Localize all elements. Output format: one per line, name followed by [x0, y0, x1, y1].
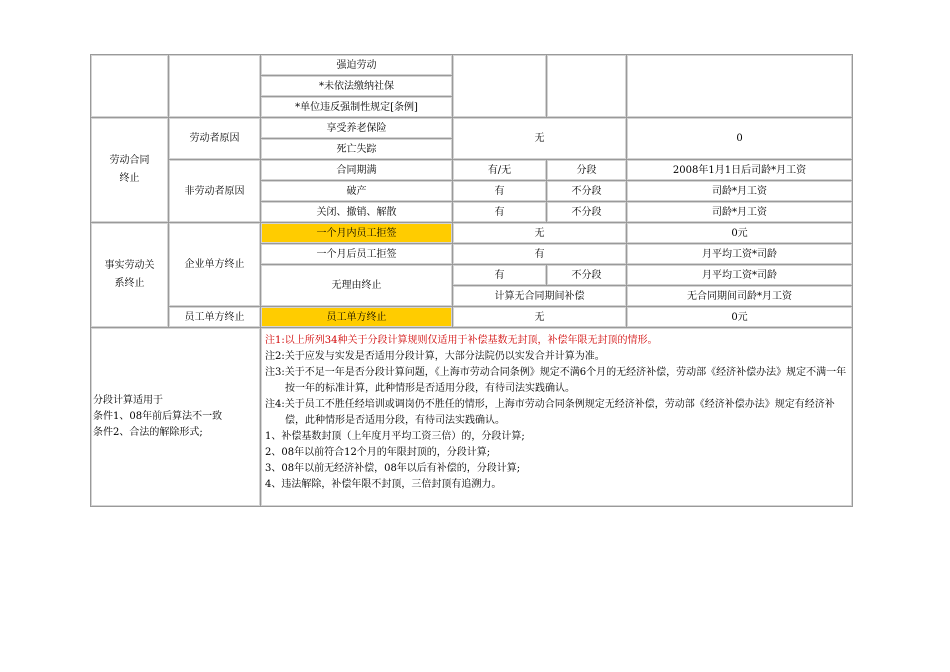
- segment-rules-text: 分段计算适用于 条件1、08年前后算法不一致 条件2、合法的解除形式;: [93, 395, 223, 438]
- table-row: [91, 118, 853, 139]
- cell-reason: 无理由终止: [261, 265, 453, 307]
- cell-subcategory: 非劳动者原因: [169, 160, 261, 223]
- cell-amount: 0: [627, 118, 853, 160]
- note-1: 注1:以上所列34种关于分段计算规则仅适用于补偿基数无封顶，补偿年限无封顶的情形。: [265, 335, 658, 346]
- cell-compensation: 有: [453, 181, 547, 202]
- cell-segment: 不分段: [547, 265, 627, 286]
- cell-category-de-facto: [91, 223, 169, 328]
- cell-formula: 无合同期间司龄*月工资: [627, 286, 853, 307]
- cell-reason: 一个月后员工拒签: [261, 244, 453, 265]
- cell-formula: 司龄*月工资: [627, 181, 853, 202]
- cell-empty: [547, 55, 627, 118]
- list-item: 4、违法解除，补偿年限不封顶，三倍封顶有追溯力。: [265, 479, 502, 490]
- table-row: [91, 160, 853, 181]
- cell-segment: 不分段: [547, 181, 627, 202]
- cell-compensation: 有: [453, 265, 547, 286]
- cell-formula: 2008年1月1日后司龄*月工资: [627, 160, 853, 181]
- cell-compensation: 无: [453, 118, 627, 160]
- table-row: [91, 307, 853, 328]
- cell-formula: 司龄*月工资: [627, 202, 853, 223]
- list-item: 3、08年以前无经济补偿，08年以后有补偿的，分段计算;: [265, 463, 521, 474]
- cell-formula: 月平均工资*司龄: [627, 265, 853, 286]
- cell-reason: 享受养老保险: [261, 118, 453, 139]
- note-4: 注4:关于员工不胜任经培训或调岗仍不胜任的情形，上海市劳动合同条例规定无经济补偿，劳动部《经济补偿办法》规定有经济补偿，此种情形是否适用分段，有待司法实践确认。: [265, 399, 835, 426]
- cell-formula: 月平均工资*司龄: [627, 244, 853, 265]
- note-2: 注2:关于应发与实发是否适用分段计算，大部分法院仍以实发合并计算为准。: [265, 351, 605, 362]
- table-row: [91, 223, 853, 244]
- cell-empty: [627, 55, 853, 118]
- cell-reason: 强迫劳动: [261, 55, 453, 76]
- cell-compensation: 有: [453, 244, 627, 265]
- cell-reason: 破产: [261, 181, 453, 202]
- cell-subcategory: 企业单方终止: [169, 223, 261, 307]
- cell-segment-rules: [91, 328, 261, 507]
- cell-compensation: 无: [453, 307, 627, 328]
- cell-reason-highlighted: 一个月内员工拒签: [261, 223, 453, 244]
- cell-subcategory: 员工单方终止: [169, 307, 261, 328]
- cell-category-termination: [91, 118, 169, 223]
- cell-formula: 0元: [627, 307, 853, 328]
- compensation-table-sheet: [90, 54, 852, 507]
- category-label: 事实劳动关系终止: [104, 260, 155, 289]
- cell-compensation: 无: [453, 223, 627, 244]
- cell-reason: 关闭、撤销、解散: [261, 202, 453, 223]
- cell-empty: [91, 55, 169, 118]
- note-3: 注3:关于不足一年是否分段计算问题，《上海市劳动合同条例》规定不满6个月的无经济补偿，劳动部《经济补偿办法》规定不满一年按一年的标准计算，此种情形是否适用分段，有待司法实践确认。: [265, 367, 847, 394]
- cell-reason-highlighted: 员工单方终止: [261, 307, 453, 328]
- list-item: 1、补偿基数封顶（上年度月平均工资三倍）的，分段计算;: [265, 431, 525, 442]
- cell-compensation: 有: [453, 202, 547, 223]
- cell-empty: [169, 55, 261, 118]
- cell-formula: 0元: [627, 223, 853, 244]
- cell-empty: [453, 55, 547, 118]
- compensation-table: [90, 54, 853, 507]
- cell-subcategory: 劳动者原因: [169, 118, 261, 160]
- table-row-notes: [91, 328, 853, 507]
- cell-compensation: 计算无合同期间补偿: [453, 286, 627, 307]
- cell-notes: [261, 328, 853, 507]
- cell-reason: *未依法缴纳社保: [261, 76, 453, 97]
- cell-reason: *单位违反强制性规定[条例]: [261, 97, 453, 118]
- table-row: [91, 55, 853, 76]
- cell-segment: 不分段: [547, 202, 627, 223]
- cell-segment: 分段: [547, 160, 627, 181]
- cell-reason: 合同期满: [261, 160, 453, 181]
- list-item: 2、08年以前符合12个月的年限封顶的，分段计算;: [265, 447, 491, 458]
- cell-reason: 死亡失踪: [261, 139, 453, 160]
- cell-compensation: 有/无: [453, 160, 547, 181]
- category-label: 劳动合同终止: [109, 155, 150, 184]
